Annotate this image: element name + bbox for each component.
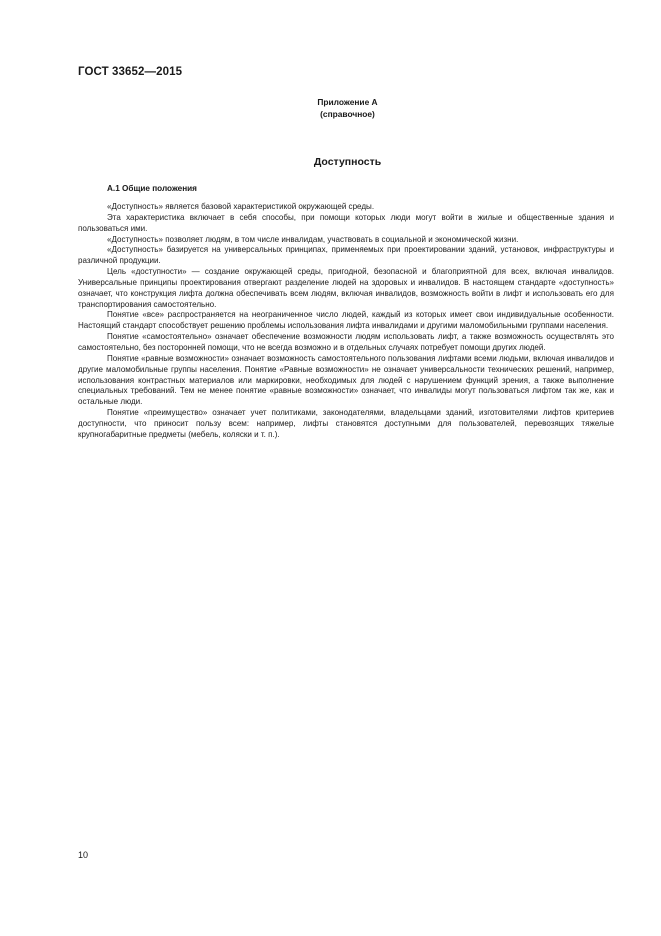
appendix-block: [0, 96, 661, 120]
page-number: 10: [78, 850, 89, 860]
paragraph: Понятие «преимущество» означает учет политиками, законодателями, владельцами зданий, изготовителями лифтов критериев доступности, что приносит пользу всем: например, лифты становятся доступными для пользователей, перевозящих тяжелые крупногабаритные предметы (мебель, коляски и т. п.).: [78, 408, 614, 439]
document-header: ГОСТ 33652—2015: [78, 66, 183, 78]
paragraph: Понятие «все» распространяется на неограниченное число людей, каждый из которых имеет свои индивидуальные особенности. Настоящий стандарт способствует решению проблемы использования лифта инвалидами и другими маломобильными группами населения.: [78, 310, 614, 331]
paragraph: Понятие «равные возможности» означает возможность самостоятельного пользования лифтами всеми людьми, включая инвалидов и другие маломобильные группы населения. Понятие «Равные возможности» не означает универсальности технических решений, например, использования контрастных материалов или маркировки, необходимых для людей с нарушением функций зрения, а также выполнение специальных требований. Тем не менее понятие «равные возможности» означает, что инвалиды могут пользоваться лифтом так же, как и остальные люди.: [78, 353, 614, 407]
paragraph: «Доступность» является базовой характеристикой окружающей среды.: [107, 202, 375, 211]
paragraph: «Доступность» позволяет людям, в том числе инвалидам, участвовать в социальной и экономической жизни.: [107, 234, 519, 244]
paragraph: Понятие «самостоятельно» означает обеспечение возможности людям использовать лифт, а также возможность осуществлять это самостоятельно, без посторонней помощи, что не всегда возможно и в отдельных случаях потребует помощи других людей.: [78, 332, 614, 352]
paragraph: Эта характеристика включает в себя способы, при помощи которых люди могут войти в жилые и общественные здания и пользоваться ими.: [78, 212, 614, 233]
page-title: [0, 156, 661, 168]
page-title-text: Доступность: [313, 156, 382, 168]
paragraph: «Доступность» базируется на универсальных принципах, применяемых при проектировании зданий, установок, инфраструктуры и различной продукции.: [78, 245, 614, 266]
section-heading: А.1 Общие положения: [107, 184, 197, 193]
paragraph: Цель «доступности» — создание окружающей среды, пригодной, безопасной и благоприятной для всех, включая инвалидов. Универсальные принципы проектирования отвергают разделение людей на здоровых и инвалидов. В настоящем стандарте «доступность» означает, что конструкция лифта должна обеспечивать всем людям, включая инвалидов, возможность войти в лифт и использовать его для транспортирования самостоятельно.: [78, 267, 614, 309]
document-body: [78, 202, 614, 441]
appendix-title: Приложение А: [317, 97, 378, 107]
appendix-subtitle: (справочное): [320, 109, 375, 119]
